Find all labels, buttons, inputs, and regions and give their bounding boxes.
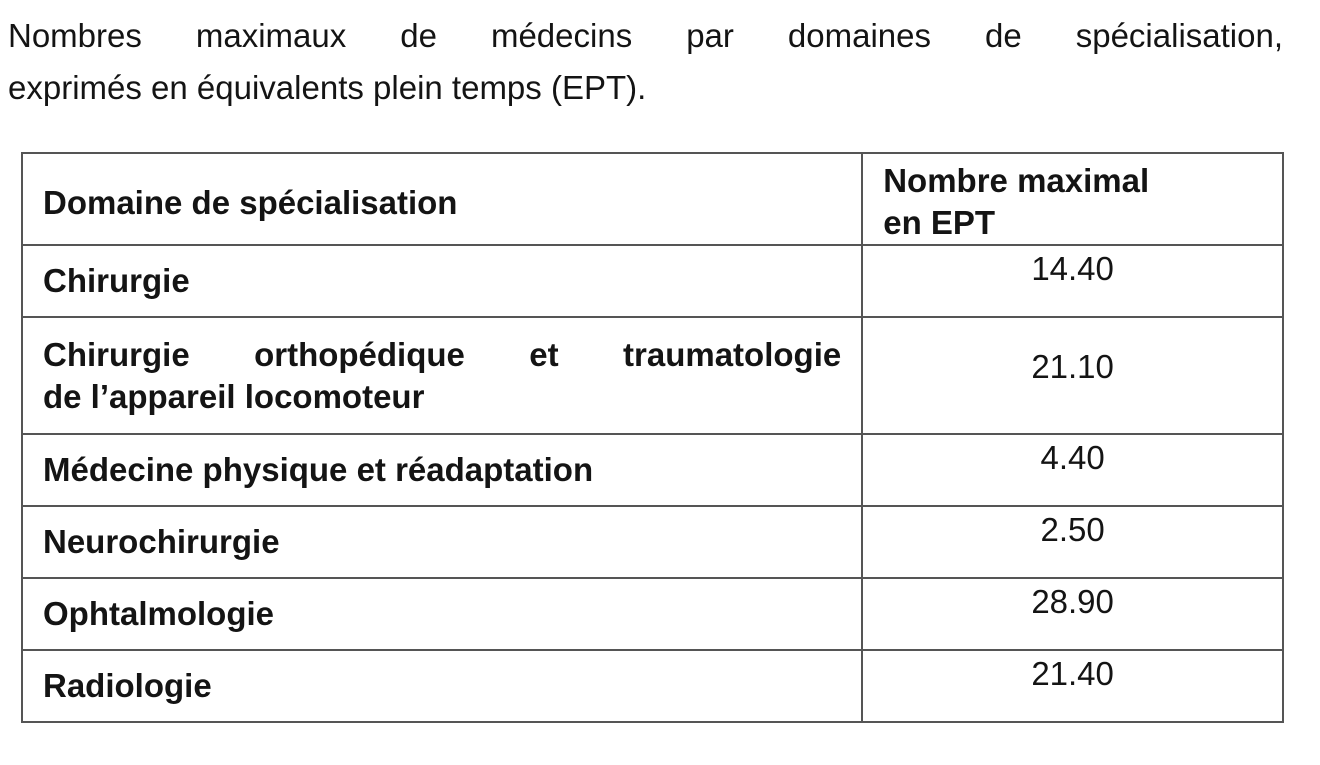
row-domain bbox=[22, 317, 862, 434]
table-row bbox=[22, 245, 1283, 317]
row-domain: Médecine physique et réadaptation bbox=[22, 434, 862, 506]
header-max-ept-line2: en EPT bbox=[883, 204, 996, 241]
header-max-ept-line1: Nombre maximal bbox=[883, 162, 1150, 199]
intro-paragraph bbox=[8, 10, 1283, 114]
table-row bbox=[22, 317, 1283, 434]
table-row bbox=[22, 506, 1283, 578]
row-value: 28.90 bbox=[862, 578, 1283, 650]
row-value: 14.40 bbox=[862, 245, 1283, 317]
row-value: 2.50 bbox=[862, 506, 1283, 578]
row-domain: Radiologie bbox=[22, 650, 862, 722]
row-domain-line2: de l’appareil locomoteur bbox=[43, 377, 425, 415]
row-domain: Neurochirurgie bbox=[22, 506, 862, 578]
table-header-row bbox=[22, 153, 1283, 245]
intro-line-2: exprimés en équivalents plein temps (EPT). bbox=[8, 69, 647, 106]
header-domain: Domaine de spécialisation bbox=[22, 153, 862, 245]
intro-line-1: Nombres maximaux de médecins par domaines de spécialisation, bbox=[8, 17, 1283, 54]
table-row bbox=[22, 434, 1283, 506]
row-value: 4.40 bbox=[862, 434, 1283, 506]
row-value: 21.40 bbox=[862, 650, 1283, 722]
table-row bbox=[22, 578, 1283, 650]
row-value: 21.10 bbox=[862, 317, 1283, 434]
row-domain-line1: Chirurgie orthopédique et traumatologie bbox=[43, 335, 842, 373]
specialisation-table bbox=[21, 152, 1284, 723]
row-domain: Chirurgie bbox=[22, 245, 862, 317]
row-domain: Ophtalmologie bbox=[22, 578, 862, 650]
header-max-ept bbox=[862, 153, 1283, 245]
table-row bbox=[22, 650, 1283, 722]
